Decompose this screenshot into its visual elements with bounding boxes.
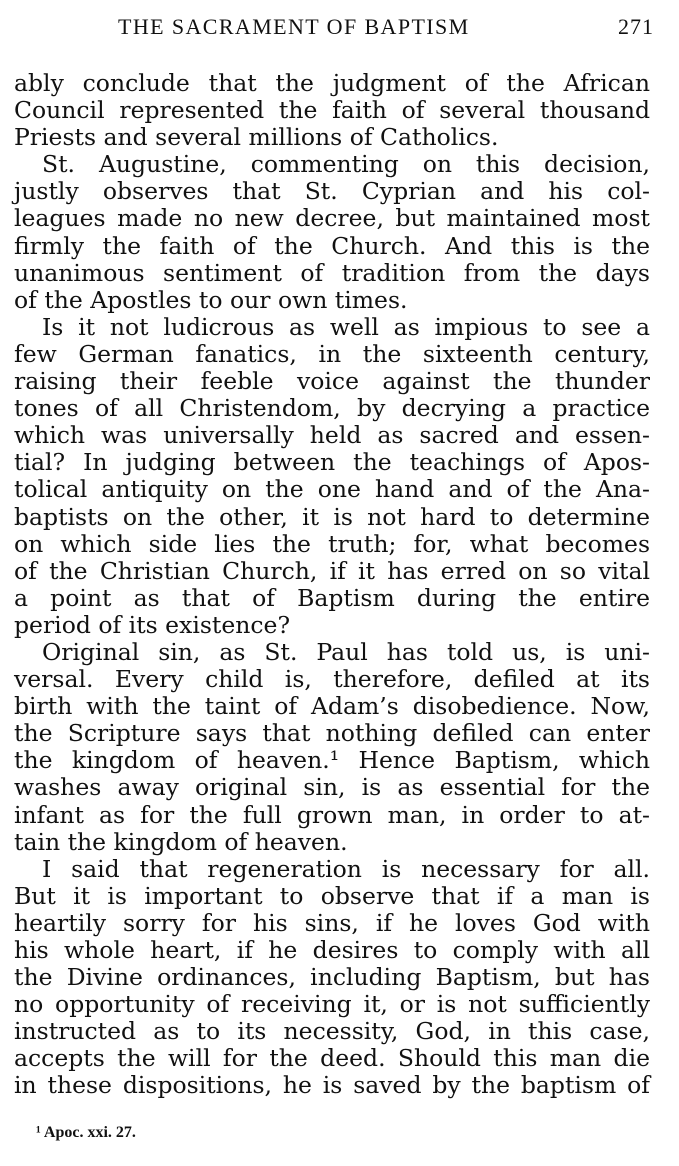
text-line: versal. Every child is, therefore, defiled at its [14, 665, 650, 694]
text-line: birth with the taint of Adam’s disobedience. Now, [14, 692, 650, 721]
text-line: Council represented the faith of several thousand [14, 96, 650, 125]
text-line: on which side lies the truth; for, what becomes [14, 529, 650, 558]
text-line: Is it not ludicrous as well as impious to see a [42, 312, 650, 341]
text-line: the Divine ordinances, including Baptism, but has [14, 963, 650, 992]
text-line: the kingdom of heaven.¹ Hence Baptism, which [14, 746, 650, 775]
text-line: accepts the will for the deed. Should this man die [14, 1044, 650, 1073]
text-line: no opportunity of receiving it, or is not sufficiently [14, 990, 650, 1019]
text-line: I said that regeneration is necessary for all. [42, 854, 650, 883]
text-line: raising their feeble voice against the thunder [14, 367, 650, 396]
text-line: But it is important to observe that if a man is [14, 881, 650, 910]
text-line: of the Apostles to our own times. [14, 285, 408, 314]
text-line: a point as that of Baptism during the entire [14, 583, 650, 612]
text-line: tial? In judging between the teachings of Apos- [14, 448, 650, 477]
text-line: unanimous sentiment of tradition from the days [14, 258, 650, 287]
text-line: ably conclude that the judgment of the African [14, 69, 650, 97]
text-line: baptists on the other, it is not hard to determine [14, 502, 650, 531]
text-line: of the Christian Church, if it has erred on so vital [14, 556, 650, 585]
body-text [14, 70, 650, 1100]
page-number: 271 [618, 14, 654, 39]
text-line: few German fanatics, in the sixteenth century, [14, 339, 650, 368]
text-line: Original sin, as St. Paul has told us, is uni- [42, 637, 650, 666]
text-line: his whole heart, if he desires to comply with all [14, 936, 650, 964]
text-line: which was universally held as sacred and essen- [14, 421, 650, 450]
text-line: instructed as to its necessity, God, in this case, [14, 1017, 650, 1046]
text-line: leagues made no new decree, but maintained most [14, 204, 650, 233]
text-line: the Scripture says that nothing defiled can enter [14, 719, 650, 748]
text-line: tones of all Christendom, by decrying a practice [14, 394, 650, 423]
text-line: Priests and several millions of Catholics. [14, 123, 499, 152]
text-line: washes away original sin, is as essential for the [14, 773, 650, 802]
text-line: heartily sorry for his sins, if he loves God with [14, 908, 650, 937]
running-head [14, 14, 654, 44]
text-line: St. Augustine, commenting on this decision, [42, 150, 650, 179]
running-title: THE SACRAMENT OF BAPTISM [118, 14, 470, 39]
text-line: justly observes that St. Cyprian and his col- [14, 177, 650, 206]
text-line: infant as for the full grown man, in order to at- [14, 800, 650, 829]
text-line: tain the kingdom of heaven. [14, 827, 348, 856]
text-line: in these dispositions, he is saved by the baptism of [14, 1071, 650, 1100]
text-line: tolical antiquity on the one hand and of the Ana- [14, 475, 650, 504]
text-line: firmly the faith of the Church. And this is the [14, 231, 650, 260]
footnote: ¹ Apoc. xxi. 27. [36, 1124, 136, 1141]
text-line: period of its existence? [14, 610, 291, 639]
